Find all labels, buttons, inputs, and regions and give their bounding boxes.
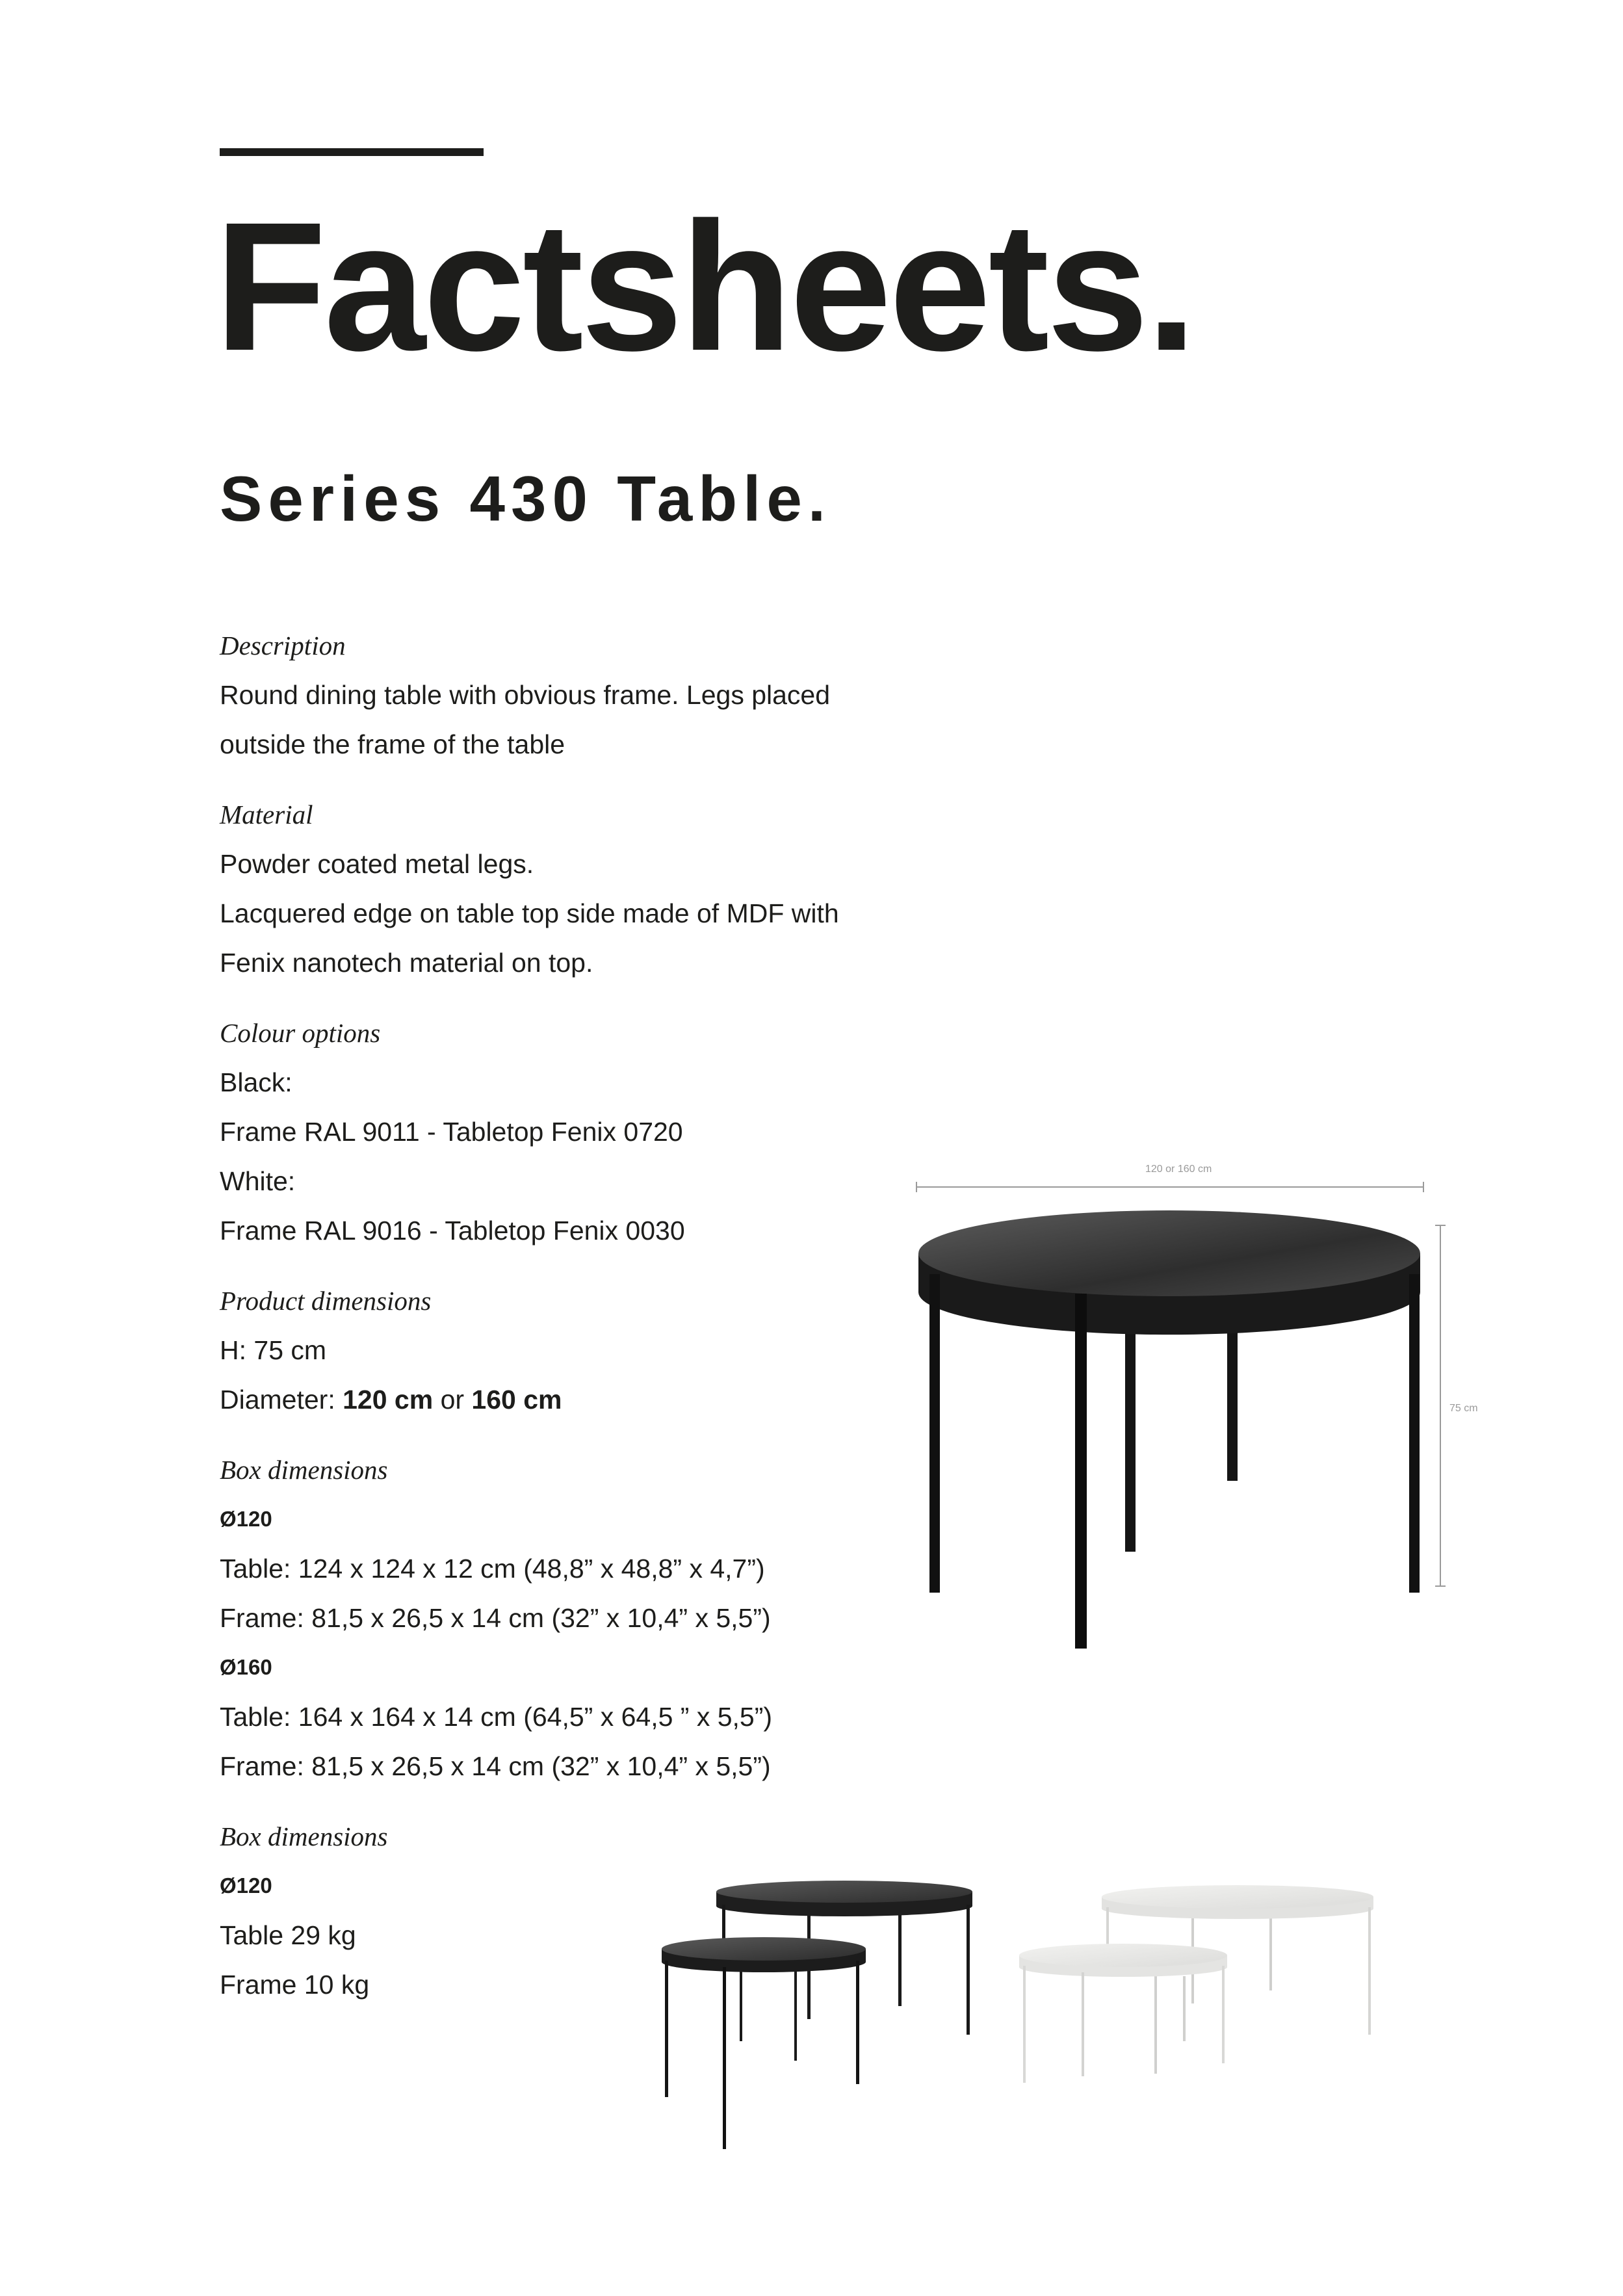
weights-heading: Box dimensions: [220, 1821, 388, 1851]
width-dimension-label: 120 or 160 cm: [1145, 1164, 1212, 1175]
product-group-image: [643, 1879, 1391, 2152]
diameter-prefix: Diameter:: [220, 1385, 343, 1415]
table-leg: [1409, 1274, 1420, 1593]
product-dimensions-heading: Product dimensions: [220, 1286, 432, 1316]
d120-label: Ø120: [220, 1507, 272, 1531]
product-title: Series 430 Table.: [220, 463, 832, 534]
diameter-a: 120 cm: [343, 1385, 434, 1415]
d120-table: Table: 124 x 124 x 12 cm (48,8” x 48,8” x 4,7”): [220, 1554, 765, 1584]
colour-line: White:: [220, 1166, 296, 1196]
d160-table: Table: 164 x 164 x 14 cm (64,5” x 64,5 ” x 5,5”): [220, 1702, 773, 1732]
small-white-table: [1019, 1944, 1227, 2083]
diameter-or: or: [433, 1385, 472, 1415]
page-title: Factsheets.: [214, 184, 1195, 389]
colour-line: Frame RAL 9011 - Tabletop Fenix 0720: [220, 1117, 683, 1147]
description-line: outside the frame of the table: [220, 729, 565, 759]
table-top: [918, 1210, 1420, 1296]
table-weight: Table 29 kg: [220, 1920, 356, 1950]
material-line: Lacquered edge on table top side made of MDF with: [220, 898, 839, 928]
weights-label: Ø120: [220, 1873, 272, 1898]
frame-weight: Frame 10 kg: [220, 1970, 370, 2000]
material-line: Fenix nanotech material on top.: [220, 948, 593, 978]
colour-line: Black:: [220, 1067, 292, 1097]
d160-label: Ø160: [220, 1655, 272, 1679]
table-leg: [1075, 1294, 1087, 1649]
description-line: Round dining table with obvious frame. Legs placed: [220, 680, 831, 710]
table-leg: [929, 1274, 940, 1593]
material-line: Powder coated metal legs.: [220, 849, 534, 879]
height-dimension-label: 75 cm: [1449, 1403, 1478, 1414]
height-value: H: 75 cm: [220, 1335, 327, 1365]
table-dimension-image: [910, 1209, 1469, 1651]
colour-options-heading: Colour options: [220, 1018, 381, 1048]
diameter-b: 160 cm: [471, 1385, 562, 1415]
small-black-table: [662, 1937, 866, 2149]
box-dimensions-heading: Box dimensions: [220, 1455, 388, 1485]
material-heading: Material: [220, 800, 313, 829]
description-heading: Description: [220, 631, 346, 660]
d120-frame: Frame: 81,5 x 26,5 x 14 cm (32” x 10,4” x 5,5”): [220, 1603, 771, 1633]
colour-line: Frame RAL 9016 - Tabletop Fenix 0030: [220, 1216, 685, 1246]
d160-frame: Frame: 81,5 x 26,5 x 14 cm (32” x 10,4” x 5,5”): [220, 1751, 771, 1781]
